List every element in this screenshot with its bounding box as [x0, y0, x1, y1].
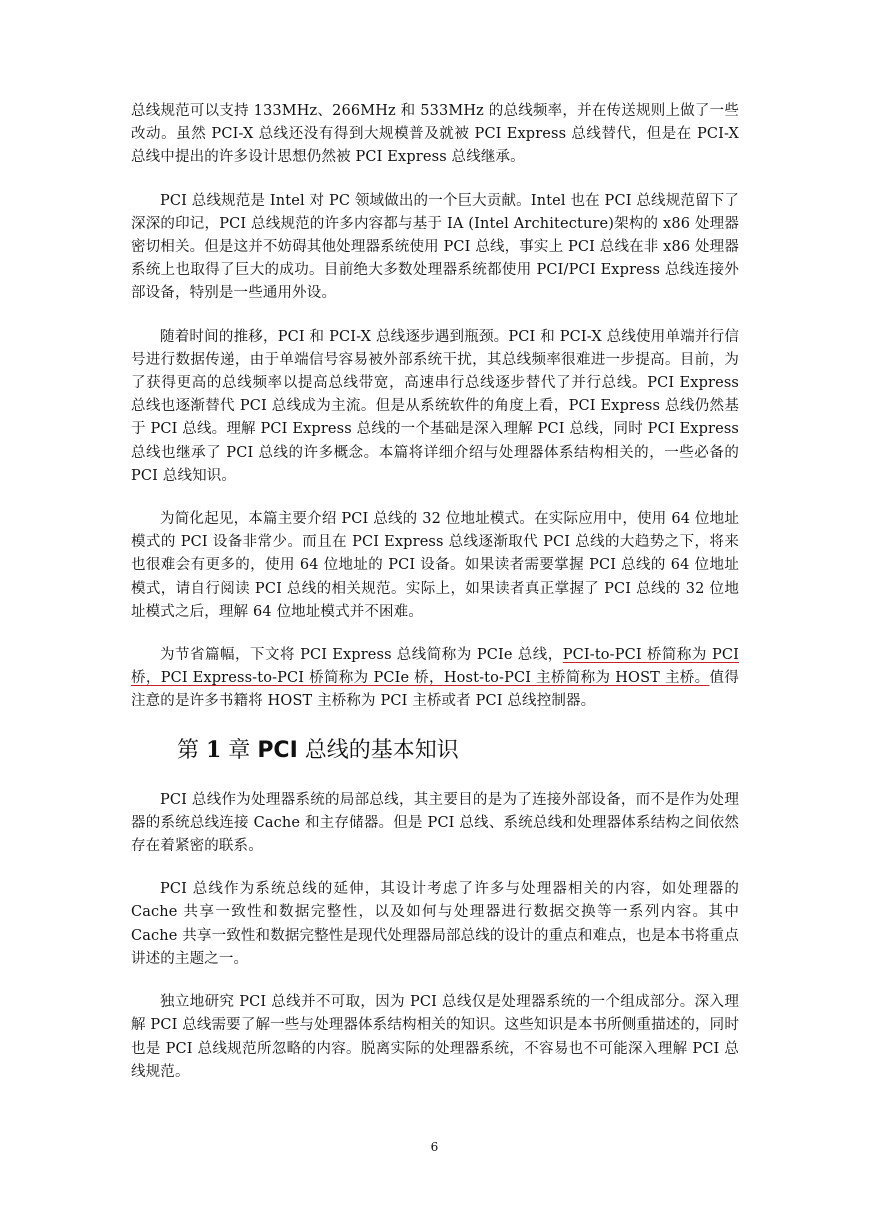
- paragraph-3: 随着时间的推移，PCI 和 PCI-X 总线逐步遇到瓶颈。PCI 和 PCI-X 总线使用单端并行信号进行数据传递，由于单端信号容易被外部系统干扰，其总线频率很难进一步提高。目前，为了获得更高的总线频率以提高总线带宽，高速串行总线逐步替代了并行总线。PCI Express 总线也逐渐替代 PCI 总线成为主流。但是从系统软件的角度上看，PCI Express 总线仍然基于 PCI 总线。理解 PCI Express 总线的一个基础是深入理解 PCI 总线，同时 PCI Express 总线也继承了 PCI 总线的许多概念。本篇将详细介绍与处理器体系结构相关的，一些必备的 PCI 总线知识。: [131, 328, 739, 484]
- paragraph-2: PCI 总线规范是 Intel 对 PC 领域做出的一个巨大贡献。Intel 也在 PCI 总线规范留下了深深的印记，PCI 总线规范的许多内容都与基于 IA (Intel Architecture)架构的 x86 处理器密切相关。但是这并不妨碍其他处理器系统使用 PCI 总线，事实上 PCI 总线在非 x86 处理器系统上也取得了巨大的成功。目前绝大多数处理器系统都使用 PCI/PCI Express 总线连接外部设备，特别是一些通用外设。: [131, 192, 739, 302]
- underlined-abbreviations: PCI-to-PCI 桥简称为 PCI 桥，PCI Express-to-PCI 桥简称为 PCIe 桥，Host-to-PCI 主桥简称为 HOST 主桥。: [131, 647, 739, 687]
- chapter-heading: [177, 734, 739, 767]
- chapter-title: 总线的基本知识: [297, 737, 459, 763]
- paragraph-1: 总线规范可以支持 133MHz、266MHz 和 533MHz 的总线频率，并在传送规则上做了一些改动。虽然 PCI-X 总线还没有得到大规模普及就被 PCI Express 总线替代，但是在 PCI-X 总线中提出的许多设计思想仍然被 PCI Express 总线继承。: [131, 103, 739, 166]
- page-body: [131, 100, 739, 1104]
- paragraph-8: 独立地研究 PCI 总线并不可取，因为 PCI 总线仅是处理器系统的一个组成部分。深入理解 PCI 总线需要了解一些与处理器体系结构相关的知识。这些知识是本书所侧重描述的，同时也是 PCI 总线规范所忽略的内容。脱离实际的处理器系统，不容易也不可能深入理解 PCI 总线规范。: [131, 994, 739, 1080]
- paragraph-5-tail: 值得注意的是许多书籍将 HOST 主桥称为 PCI 主桥或者 PCI 总线控制器。: [131, 670, 739, 710]
- paragraph-5: [131, 644, 739, 714]
- chapter-number: 1: [206, 736, 222, 763]
- paragraph-7: PCI 总线作为系统总线的延伸，其设计考虑了许多与处理器相关的内容，如处理器的 Cache 共享一致性和数据完整性，以及如何与处理器进行数据交换等一系列内容。其中 Cache 共享一致性和数据完整性是现代处理器局部总线的设计的重点和难点，也是本书将重点讲述的主题之一。: [131, 881, 739, 967]
- chapter-prefix: 第: [177, 737, 206, 763]
- paragraph-6: PCI 总线作为处理器系统的局部总线，其主要目的是为了连接外部设备，而不是作为处理器的系统总线连接 Cache 和主存储器。但是 PCI 总线、系统总线和处理器体系结构之间依然存在着紧密的联系。: [131, 791, 739, 855]
- paragraph-4: 为简化起见，本篇主要介绍 PCI 总线的 32 位地址模式。在实际应用中，使用 64 位地址模式的 PCI 设备非常少。而且在 PCI Express 总线逐渐取代 PCI 总线的大趋势之下，将来也很难会有更多的，使用 64 位地址的 PCI 设备。如果读者需要掌握 PCI 总线的 64 位地址模式，请自行阅读 PCI 总线的相关规范。实际上，如果读者真正掌握了 PCI 总线的 32 位地址模式之后，理解 64 位地址模式并不困难。: [131, 511, 739, 620]
- page-number: 6: [430, 1140, 439, 1154]
- chapter-pci: PCI: [257, 737, 298, 763]
- chapter-mid: 章: [221, 737, 258, 763]
- paragraph-5-lead: 为节省篇幅，下文将 PCI Express 总线简称为 PCIe 总线，: [160, 647, 563, 664]
